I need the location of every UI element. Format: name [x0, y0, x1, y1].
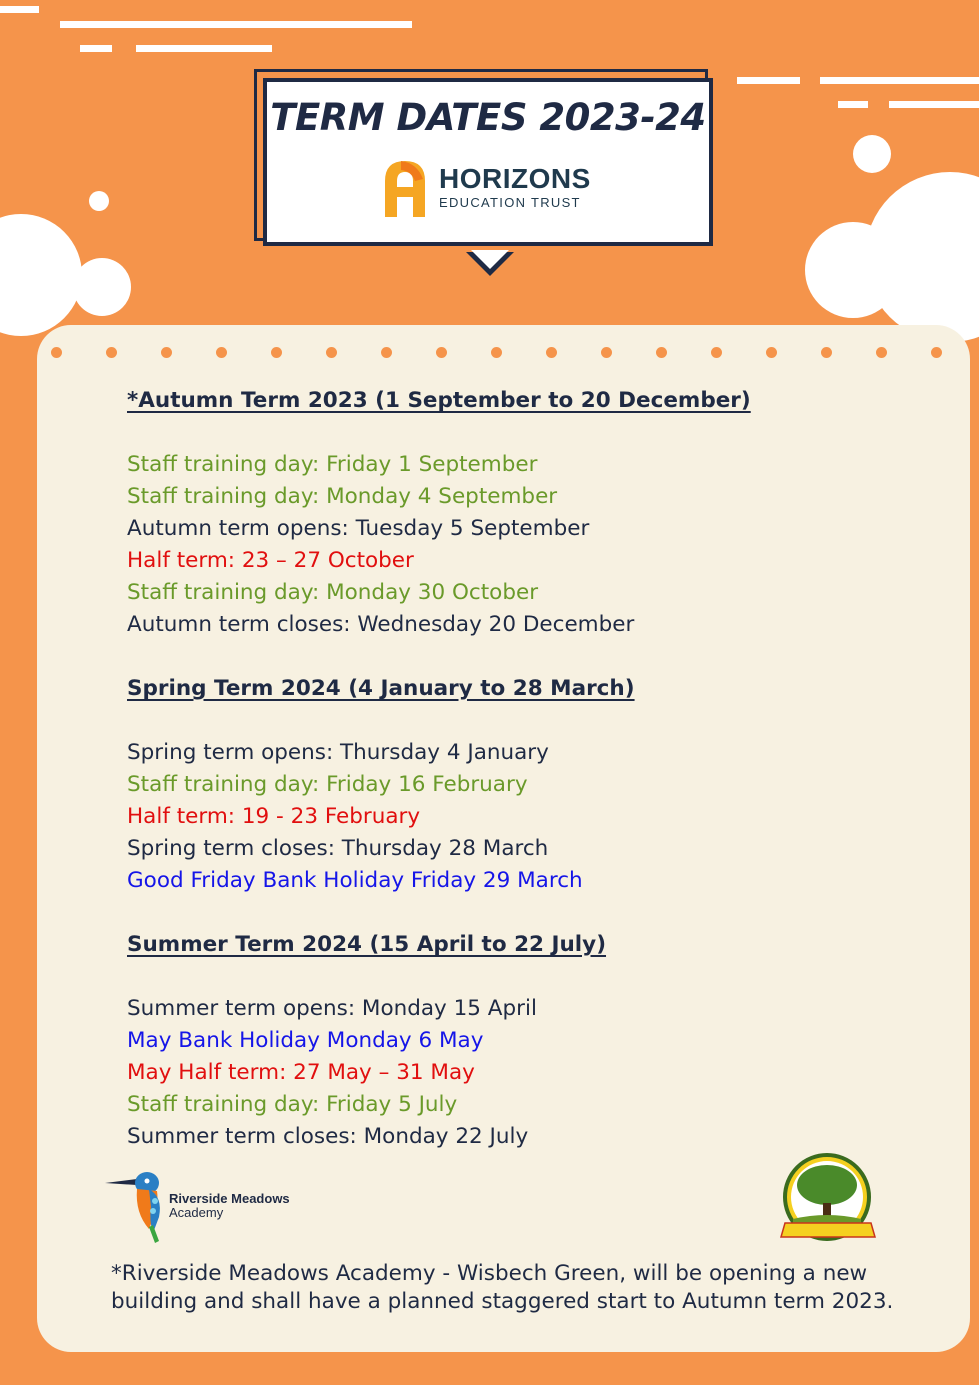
list-item: Staff training day: Friday 5 July [127, 1092, 458, 1117]
footnote: *Riverside Meadows Academy - Wisbech Green, will be opening a new building and shall have a planned staggered start to Autumn term 2023. [111, 1261, 894, 1314]
divider-dot [106, 347, 117, 358]
autumn-list [127, 449, 927, 641]
list-item: Autumn term closes: Wednesday 20 December [127, 612, 635, 637]
term-dates-panel [37, 325, 970, 1352]
decor-circle [805, 222, 901, 318]
list-item: Autumn term opens: Tuesday 5 September [127, 516, 590, 541]
horizons-h-icon [377, 157, 433, 219]
title-pointer-inner [471, 250, 509, 269]
logo-subtitle: EDUCATION TRUST [439, 195, 581, 210]
term-dates-content [127, 385, 927, 1153]
divider-dot [931, 347, 942, 358]
decor-circle [0, 214, 82, 336]
decor-stripe [838, 101, 868, 108]
list-item: May Half term: 27 May – 31 May [127, 1060, 475, 1085]
decor-stripe [60, 21, 412, 28]
list-item: Summer term opens: Monday 15 April [127, 996, 537, 1021]
decor-circle [853, 135, 891, 173]
summer-heading: Summer Term 2024 (15 April to 22 July) [127, 932, 607, 957]
divider-dot [436, 347, 447, 358]
spring-common-academy-logo [779, 1153, 879, 1247]
horizons-logo [377, 157, 617, 223]
riverside-name: Riverside Meadows [169, 1191, 290, 1206]
autumn-heading: *Autumn Term 2023 (1 September to 20 December) [127, 388, 751, 413]
divider-dot [216, 347, 227, 358]
divider-dot [271, 347, 282, 358]
kingfisher-icon [103, 1163, 169, 1245]
divider-dot [876, 347, 887, 358]
decor-stripe [737, 77, 800, 84]
divider-dot [711, 347, 722, 358]
divider-dot [656, 347, 667, 358]
decor-stripe [80, 45, 112, 52]
decor-stripe [0, 6, 39, 13]
decor-stripe [889, 101, 979, 108]
list-item: Staff training day: Friday 16 February [127, 772, 528, 797]
dot-divider [37, 347, 970, 361]
list-item: Staff training day: Monday 4 September [127, 484, 558, 509]
list-item: Spring term opens: Thursday 4 January [127, 740, 549, 765]
riverside-meadows-logo [103, 1163, 323, 1245]
divider-dot [766, 347, 777, 358]
riverside-sub: Academy [169, 1205, 224, 1220]
list-item: Spring term closes: Thursday 28 March [127, 836, 549, 861]
summer-list [127, 993, 927, 1153]
decor-stripe [136, 45, 272, 52]
divider-dot [326, 347, 337, 358]
decor-stripe [820, 77, 979, 84]
spring-list [127, 737, 927, 897]
list-item: Staff training day: Monday 30 October [127, 580, 539, 605]
spring-heading: Spring Term 2024 (4 January to 28 March) [127, 676, 635, 701]
page-title: TERM DATES 2023-24 [270, 96, 706, 139]
list-item: May Bank Holiday Monday 6 May [127, 1028, 484, 1053]
divider-dot [161, 347, 172, 358]
divider-dot [381, 347, 392, 358]
divider-dot [546, 347, 557, 358]
title-card [263, 78, 713, 246]
list-item: Good Friday Bank Holiday Friday 29 March [127, 868, 583, 893]
divider-dot [601, 347, 612, 358]
divider-dot [51, 347, 62, 358]
decor-circle [73, 258, 131, 316]
list-item: Summer term closes: Monday 22 July [127, 1124, 529, 1149]
decor-circle [89, 191, 109, 211]
divider-dot [821, 347, 832, 358]
logo-name: HORIZONS [439, 163, 591, 194]
list-item: Half term: 19 - 23 February [127, 804, 421, 829]
list-item: Half term: 23 – 27 October [127, 548, 414, 573]
list-item: Staff training day: Friday 1 September [127, 452, 538, 477]
divider-dot [491, 347, 502, 358]
